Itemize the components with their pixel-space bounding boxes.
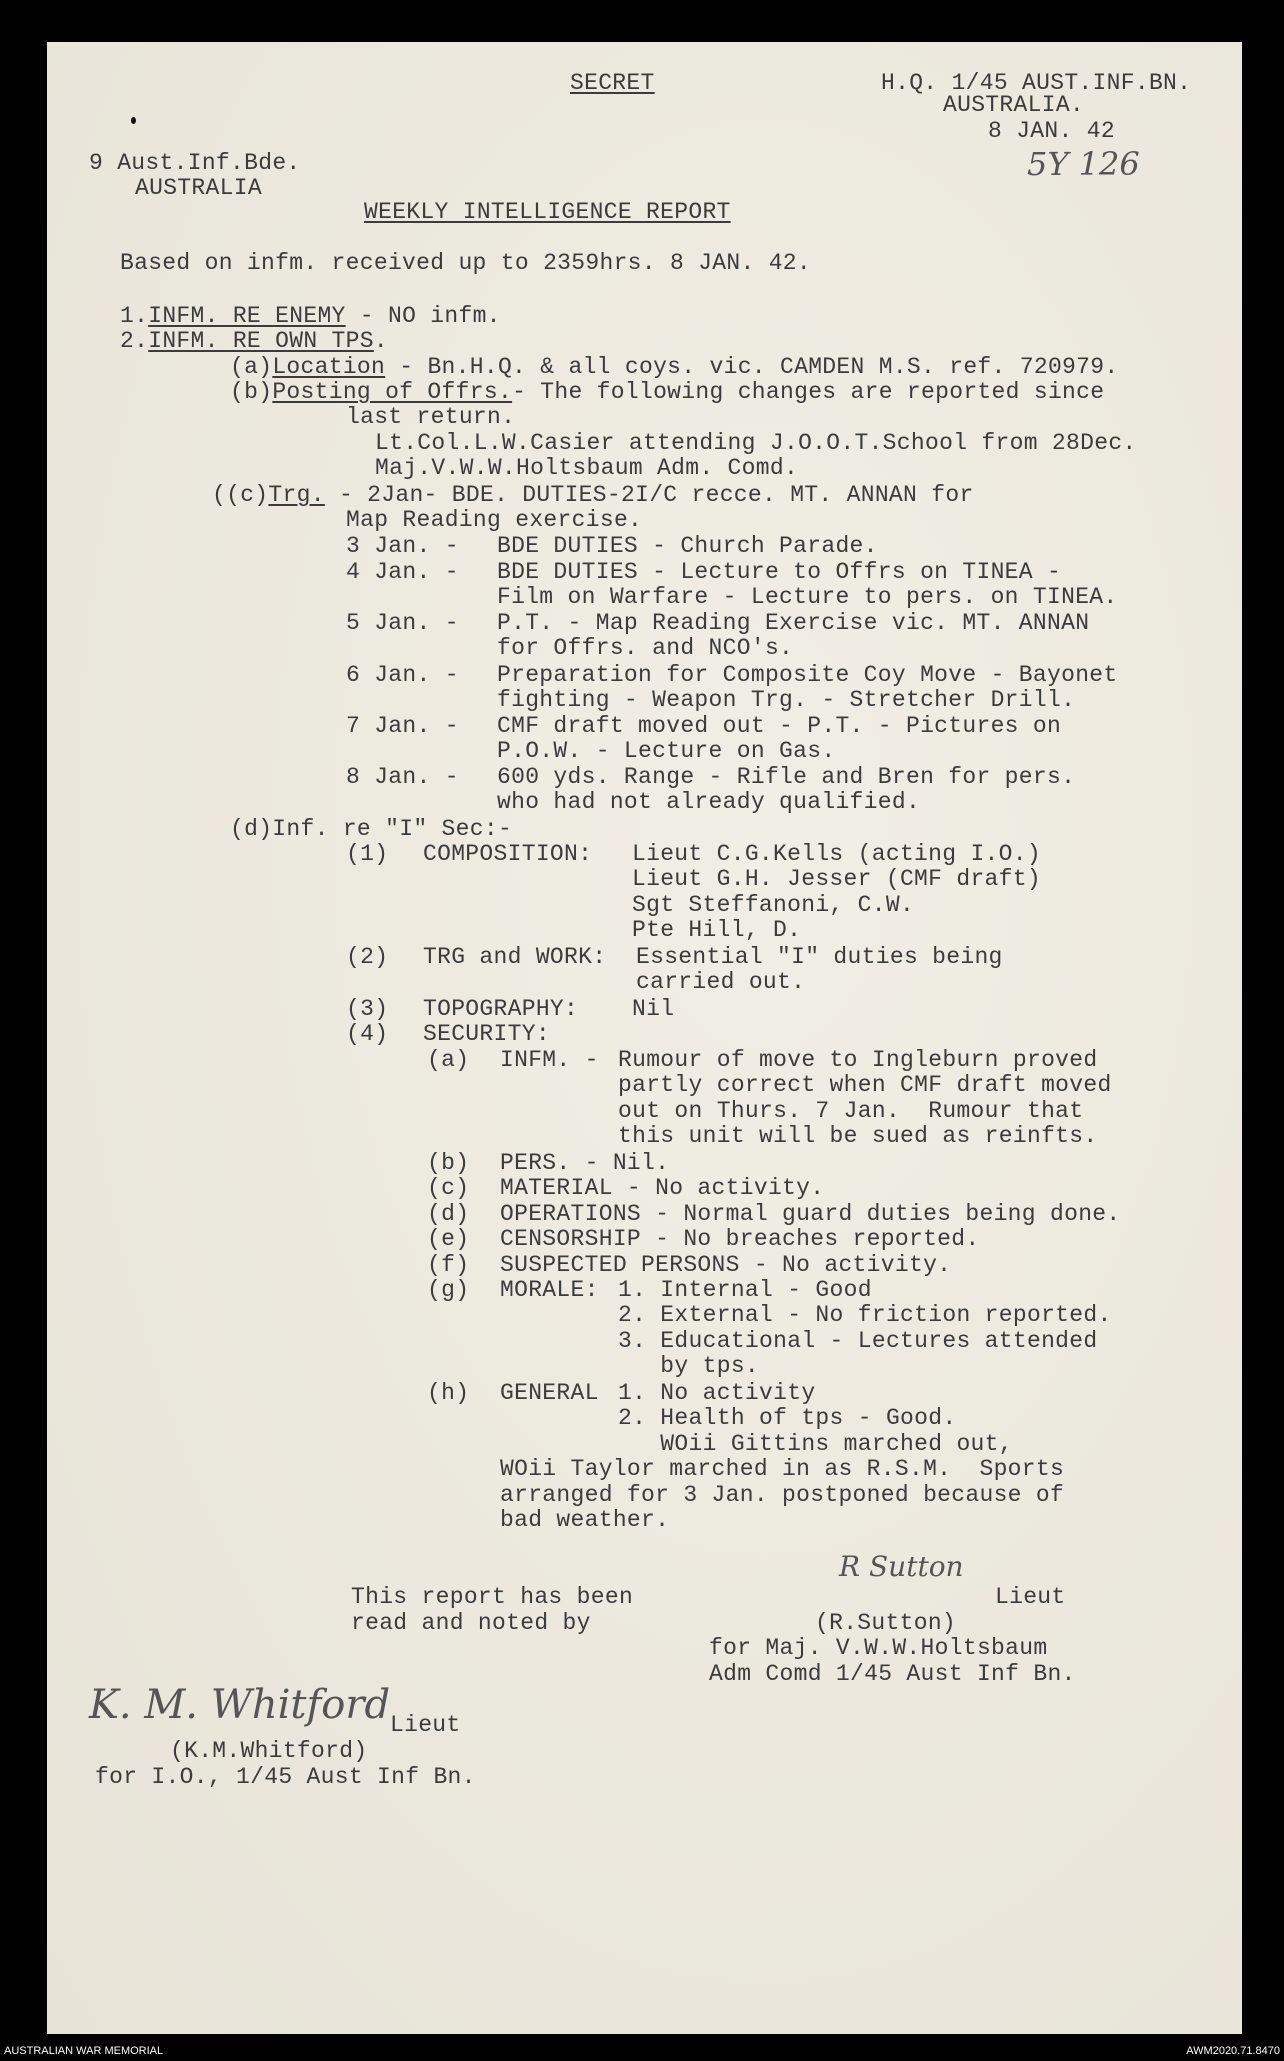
sig-right-rank: Lieut: [995, 1584, 1066, 1610]
trg-line: for Offrs. and NCO's.: [497, 635, 794, 661]
item-b-line-4: Maj.V.W.W.Holtsbaum Adm. Comd.: [375, 455, 799, 481]
read-noted-line-2: read and noted by: [351, 1610, 591, 1636]
trg-date: 8 Jan. -: [346, 764, 459, 790]
security-b-text: PERS. - Nil.: [500, 1150, 670, 1176]
report-title: WEEKLY INTELLIGENCE REPORT: [364, 199, 731, 225]
trg-line: Preparation for Composite Coy Move - Bayonet: [497, 662, 1118, 688]
item-b-line-3: Lt.Col.L.W.Casier attending J.O.O.T.School from 28Dec.: [375, 430, 1137, 456]
security-f-text: SUSPECTED PERSONS - No activity.: [500, 1252, 952, 1278]
security-label: SECURITY:: [423, 1021, 550, 1047]
trg-line: fighting - Weapon Trg. - Stretcher Drill.: [497, 687, 1076, 713]
morale-line: 1. Internal - Good: [618, 1277, 872, 1303]
trg-date: 4 Jan. -: [346, 559, 459, 585]
item-c-line-2: Map Reading exercise.: [346, 507, 643, 533]
trg-line: P.O.W. - Lecture on Gas.: [497, 738, 836, 764]
trg-line: BDE DUTIES - Lecture to Offrs on TINEA -: [497, 559, 1062, 585]
security-a-label: (a): [427, 1047, 470, 1073]
trg-line: BDE DUTIES - Church Parade.: [497, 533, 878, 559]
security-c-label: (c): [427, 1175, 470, 1201]
security-c-text: MATERIAL - No activity.: [500, 1175, 825, 1201]
trg-line: CMF draft moved out - P.T. - Pictures on: [497, 713, 1062, 739]
signature-sutton: R Sutton: [839, 1550, 964, 1583]
general-cont-line: WOii Taylor marched in as R.S.M. Sports: [500, 1456, 1065, 1482]
morale-line: 2. External - No friction reported.: [618, 1302, 1112, 1328]
sig-right-for-1: for Maj. V.W.W.Holtsbaum: [709, 1635, 1048, 1661]
section-2: 2.INFM. RE OWN TPS.: [120, 328, 388, 354]
item-b-line-2: last return.: [346, 404, 516, 430]
hq-line-1: H.Q. 1/45 AUST.INF.BN.: [881, 70, 1192, 96]
hq-line-2: AUSTRALIA.: [943, 92, 1085, 118]
topography-label: TOPOGRAPHY:: [423, 996, 579, 1022]
sig-left-for: for I.O., 1/45 Aust Inf Bn.: [95, 1764, 476, 1790]
composition-num: (1): [346, 841, 389, 867]
composition-member: Sgt Steffanoni, C.W.: [632, 892, 915, 918]
handwritten-reference: 5Y 126: [1027, 145, 1140, 183]
composition-member: Lieut G.H. Jesser (CMF draft): [632, 866, 1041, 892]
security-a-line: this unit will be sued as reinfts.: [618, 1123, 1098, 1149]
trg-date: 7 Jan. -: [346, 713, 459, 739]
composition-member: Pte Hill, D.: [632, 917, 802, 943]
general-line: WOii Gittins marched out,: [618, 1431, 1013, 1457]
trg-date: 3 Jan. -: [346, 533, 459, 559]
general-line: 2. Health of tps - Good.: [618, 1405, 957, 1431]
trg-work-line: carried out.: [636, 969, 806, 995]
trg-line: Film on Warfare - Lecture to pers. on TINEA.: [497, 584, 1118, 610]
based-on-line: Based on infm. received up to 2359hrs. 8 JAN. 42.: [120, 250, 812, 276]
morale-line: by tps.: [618, 1353, 760, 1379]
topography-value: Nil: [632, 996, 675, 1022]
composition-member: Lieut C.G.Kells (acting I.O.): [632, 841, 1041, 867]
to-line-1: 9 Aust.Inf.Bde.: [89, 150, 301, 176]
to-line-2: AUSTRALIA: [135, 175, 262, 201]
security-g-head: MORALE:: [500, 1277, 599, 1303]
trg-work-num: (2): [346, 944, 389, 970]
general-cont-line: bad weather.: [500, 1507, 670, 1533]
general-line: 1. No activity: [618, 1380, 816, 1406]
classification-marking: SECRET: [570, 70, 655, 96]
item-d-heading: (d)Inf. re "I" Sec:-: [230, 816, 513, 842]
security-a-line: Rumour of move to Ingleburn proved: [618, 1047, 1098, 1073]
trg-line: 600 yds. Range - Rifle and Bren for pers.: [497, 764, 1076, 790]
security-g-label: (g): [427, 1277, 470, 1303]
general-cont-line: arranged for 3 Jan. postponed because of: [500, 1482, 1065, 1508]
item-c-training: ((c)Trg. - 2Jan- BDE. DUTIES-2I/C recce. MT. ANNAN for: [212, 482, 974, 508]
security-h-label: (h): [427, 1380, 470, 1406]
signature-whitford: K. M. Whitford: [89, 1682, 391, 1728]
ink-mark: [131, 117, 136, 124]
morale-line: 3. Educational - Lectures attended: [618, 1328, 1098, 1354]
trg-work-label: TRG and WORK:: [423, 944, 607, 970]
report-date: 8 JAN. 42: [988, 118, 1115, 144]
security-e-text: CENSORSHIP - No breaches reported.: [500, 1226, 980, 1252]
security-f-label: (f): [427, 1252, 470, 1278]
security-a-head: INFM. -: [500, 1047, 599, 1073]
footer-archive-name: AUSTRALIAN WAR MEMORIAL: [4, 2045, 164, 2057]
trg-work-line: Essential "I" duties being: [636, 944, 1003, 970]
trg-line: who had not already qualified.: [497, 789, 921, 815]
security-b-label: (b): [427, 1150, 470, 1176]
composition-label: COMPOSITION:: [423, 841, 593, 867]
security-a-line: partly correct when CMF draft moved: [618, 1072, 1112, 1098]
security-e-label: (e): [427, 1226, 470, 1252]
sig-right-for-2: Adm Comd 1/45 Aust Inf Bn.: [709, 1661, 1076, 1687]
trg-line: P.T. - Map Reading Exercise vic. MT. ANNAN: [497, 610, 1090, 636]
sig-right-name: (R.Sutton): [815, 1610, 957, 1636]
trg-date: 5 Jan. -: [346, 610, 459, 636]
read-noted-line-1: This report has been: [351, 1584, 634, 1610]
item-a-location: (a)Location - Bn.H.Q. & all coys. vic. CAMDEN M.S. ref. 720979.: [230, 354, 1119, 380]
section-1: 1.INFM. RE ENEMY - NO infm.: [120, 303, 501, 329]
security-num: (4): [346, 1021, 389, 1047]
security-h-head: GENERAL: [500, 1380, 599, 1406]
footer-accession-number: AWM2020.71.8470: [1186, 2045, 1280, 2057]
sig-left-name: (K.M.Whitford): [170, 1738, 368, 1764]
item-b-posting: (b)Posting of Offrs.- The following changes are reported since: [230, 379, 1105, 405]
topography-num: (3): [346, 996, 389, 1022]
security-a-line: out on Thurs. 7 Jan. Rumour that: [618, 1098, 1084, 1124]
security-d-label: (d): [427, 1201, 470, 1227]
security-d-text: OPERATIONS - Normal guard duties being done.: [500, 1201, 1121, 1227]
document-page: [47, 42, 1242, 2034]
trg-date: 6 Jan. -: [346, 662, 459, 688]
sig-left-rank: Lieut: [390, 1712, 461, 1738]
